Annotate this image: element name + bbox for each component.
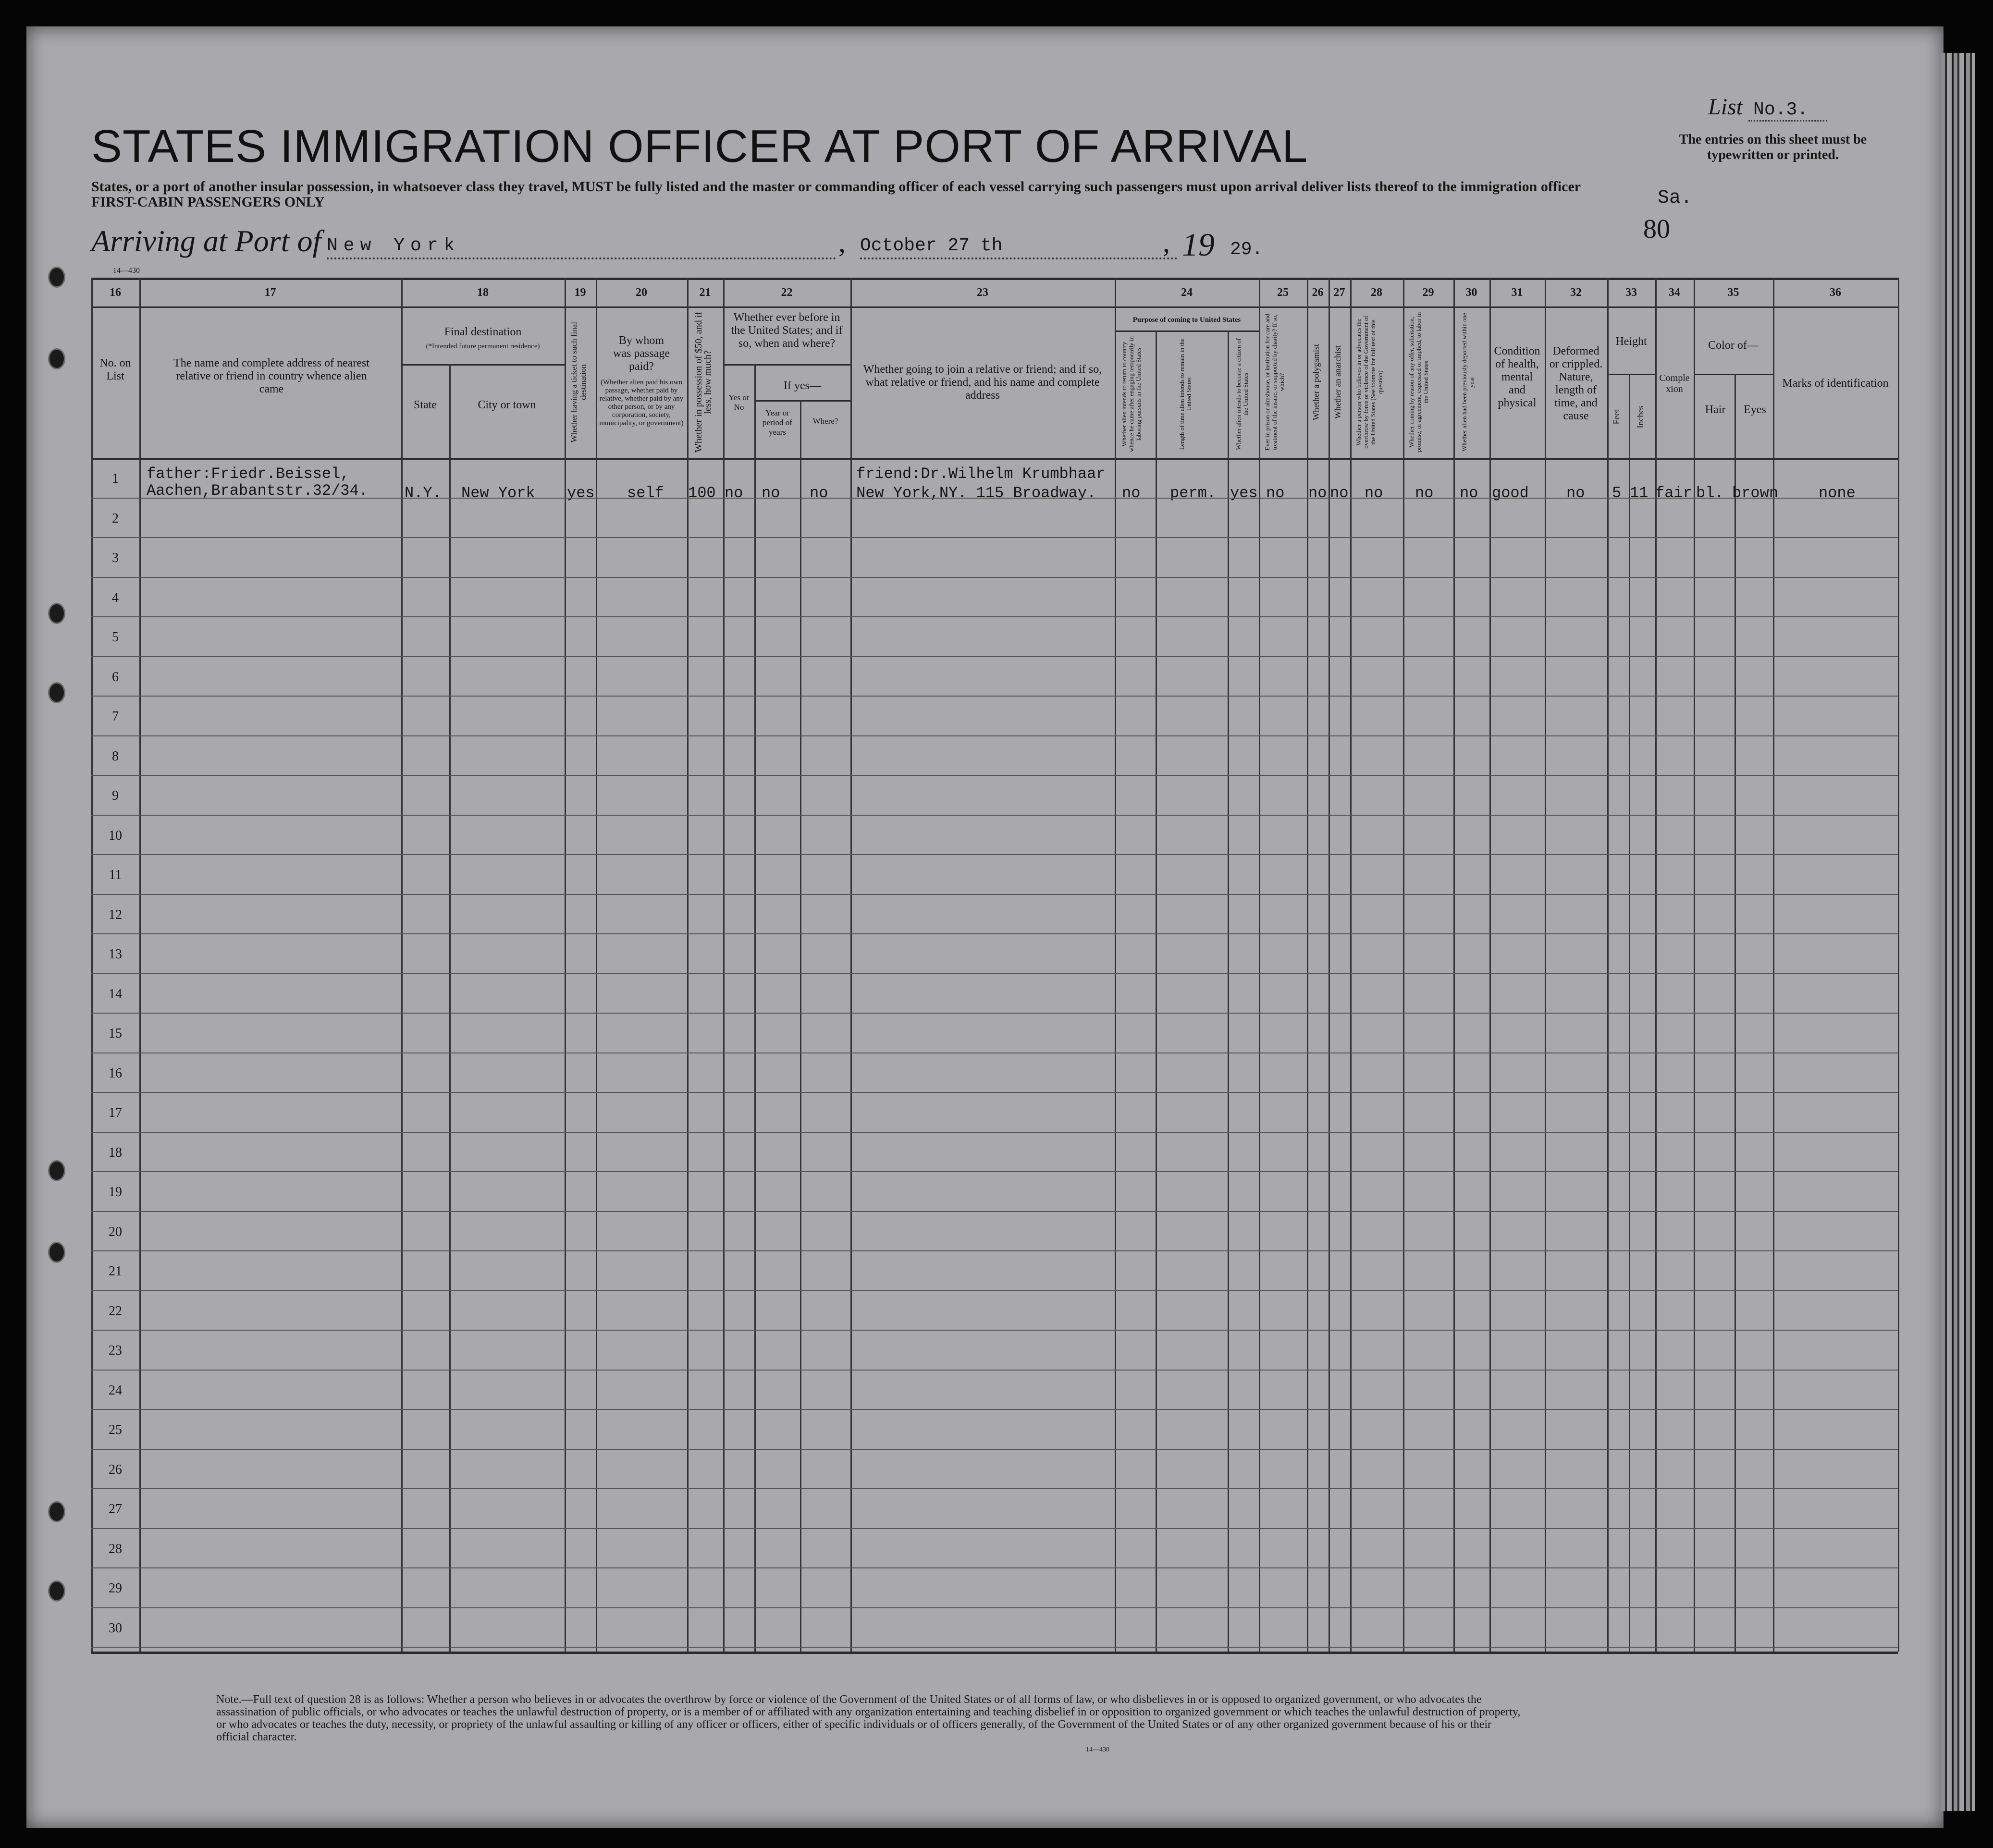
- column-rule: [1453, 278, 1455, 1652]
- column-rule: [596, 278, 597, 1652]
- row-number: 12: [109, 907, 122, 922]
- sheet-number: 80: [1643, 214, 1670, 244]
- row-number: 17: [109, 1105, 122, 1120]
- row-number: 29: [109, 1581, 122, 1596]
- column-number: 27: [1333, 286, 1345, 299]
- deformed-value: no: [1566, 484, 1585, 502]
- column-number: 33: [1625, 286, 1637, 299]
- header-complexion: Complexion: [1659, 373, 1690, 394]
- row-rule: [91, 1409, 1898, 1410]
- comma: ,: [1163, 226, 1170, 258]
- column-rule: [1403, 278, 1404, 1652]
- row-number: 13: [109, 947, 122, 962]
- comma: ,: [838, 226, 846, 258]
- subtitle-line2: FIRST-CABIN PASSENGERS ONLY: [91, 194, 325, 210]
- row-rule: [91, 1013, 1898, 1014]
- feet-value: 5: [1612, 484, 1622, 502]
- column-rule: [1350, 278, 1352, 1652]
- health-value: good: [1492, 484, 1529, 502]
- header-hair: Hair: [1705, 404, 1726, 416]
- typewritten-notice: The entries on this sheet must be typewritten or printed.: [1679, 132, 1867, 162]
- binder-hole: [48, 267, 65, 288]
- header-final-destination: Final destination: [444, 326, 522, 338]
- header-state: State: [414, 399, 437, 411]
- header-paid-by: By whom was passage paid?: [613, 334, 670, 373]
- row-number: 1: [112, 471, 119, 486]
- row-rule: [91, 1488, 1898, 1489]
- date-value: October 27 th: [860, 235, 1177, 259]
- list-number: [1708, 94, 1827, 122]
- page-edges: [1941, 53, 1975, 1811]
- header-offer: Whether coming by reason of any offer, solicitation, promise, or agreement, expressed or implied, to labor in the United States: [1408, 312, 1429, 453]
- header-health: Condition of health, mental and physical: [1494, 345, 1540, 409]
- column-rule: [565, 278, 566, 1652]
- money-value: 100: [688, 484, 716, 502]
- relative-line2: Aachen,Brabantstr.32/34.: [147, 482, 368, 500]
- header-purpose-length: Length of time alien intends to remain in the United States: [1178, 338, 1193, 450]
- row-number: 19: [109, 1185, 122, 1199]
- before-us-value: no: [725, 484, 743, 502]
- row-number: 3: [112, 551, 119, 565]
- header-yes-no: Yes or No: [728, 393, 750, 412]
- year-suffix: 29.: [1230, 239, 1263, 260]
- table-rule: [91, 278, 1898, 280]
- row-number: 5: [112, 630, 119, 645]
- binder-hole: [48, 682, 65, 703]
- column-rule: [754, 364, 756, 1652]
- header-deformed: Deformed or crippled. Nature, length of time, and cause: [1549, 345, 1603, 422]
- row-rule: [91, 577, 1898, 578]
- column-number: 22: [781, 286, 793, 299]
- column-rule: [1773, 278, 1774, 1652]
- row-number: 2: [112, 511, 119, 526]
- header-relative: The name and complete address of nearest relative or friend in country whence alien came: [173, 357, 369, 395]
- table-rule: [723, 364, 850, 366]
- row-number: 22: [109, 1303, 122, 1319]
- row-number: 14: [109, 986, 122, 1002]
- footnote-q28: Note.—Full text of question 28 is as follows: Whether a person who believes in or advocates the overthrow by force or violence of the Government of the United States or of all forms of law, or who disbelieves in or is opposed to organized government, or who advocates the assassination of public officials, or who advocates or teaches the unlawful destruction of property, or is a member of or affiliated with any organization entertaining and teaching disbelief in or opposition to organized government or which teaches the unlawful destruction of property, or who advocates or teaches the duty, necessity, or propriety of the unlawful assaulting or killing of any officer or officers, either of specific individuals or of officers generally, of the Government of the United States or of any other organized government because of his or their official character.: [216, 1693, 1521, 1743]
- row-rule: [91, 973, 1898, 974]
- row-rule: [91, 537, 1898, 538]
- binder-hole: [48, 1501, 65, 1522]
- column-rule: [800, 400, 801, 1652]
- ticket-value: yes: [567, 484, 595, 502]
- footnote-form-code: 14—430: [1086, 1746, 1109, 1753]
- row-rule: [91, 1132, 1898, 1133]
- table-rule: [91, 458, 1898, 460]
- list-label: List: [1708, 94, 1743, 120]
- row-rule: [91, 1171, 1898, 1172]
- row-number: 10: [109, 828, 122, 843]
- column-rule: [401, 278, 403, 1652]
- binder-hole: [48, 348, 65, 369]
- header-no-on-list: No. on List: [99, 357, 131, 382]
- year-prefix: 19: [1182, 226, 1215, 263]
- header-if-yes: If yes—: [784, 379, 821, 392]
- column-rule: [1259, 278, 1260, 1652]
- row-rule: [91, 894, 1898, 895]
- column-rule: [449, 364, 451, 1652]
- table-rule: [1694, 374, 1773, 375]
- column-rule: [723, 278, 725, 1652]
- header-ticket: Whether having a ticket to such final destination: [569, 321, 588, 443]
- row-number: 20: [109, 1224, 122, 1239]
- row-rule: [91, 735, 1898, 736]
- table-rule: [1607, 374, 1655, 375]
- column-rule: [1228, 330, 1229, 1652]
- column-number: 35: [1727, 286, 1739, 299]
- column-number: 26: [1312, 286, 1324, 299]
- polygamist-value: no: [1308, 484, 1327, 502]
- header-purpose: Purpose of coming to United States: [1132, 316, 1241, 324]
- row-rule: [91, 1330, 1898, 1331]
- column-rule: [1694, 278, 1695, 1652]
- row-number: 15: [109, 1026, 122, 1041]
- column-number: 25: [1277, 286, 1289, 299]
- column-rule: [1329, 278, 1330, 1652]
- row-number: 25: [109, 1422, 122, 1437]
- eyes-value: brown: [1732, 484, 1779, 502]
- column-rule: [687, 278, 689, 1652]
- column-rule: [1156, 330, 1157, 1652]
- anarchist-value: no: [1330, 484, 1349, 502]
- column-number: 32: [1570, 286, 1582, 299]
- row-number: 7: [112, 709, 119, 724]
- row-rule: [91, 1607, 1898, 1608]
- join-line1: friend:Dr.Wilhelm Krumbhaar: [856, 465, 1106, 483]
- column-rule: [1489, 278, 1491, 1652]
- row-rule: [91, 1092, 1898, 1093]
- column-rule: [1607, 278, 1609, 1652]
- offer-value: no: [1415, 484, 1434, 502]
- header-years: Year or period of years: [763, 408, 792, 437]
- column-rule: [850, 278, 852, 1652]
- header-color: Color of—: [1708, 339, 1759, 352]
- binder-hole: [48, 1160, 65, 1181]
- subtitle-line1: States, or a port of another insular possession, in whatsoever class they travel, MUST be fully listed and the master or commanding officer of each vessel carrying such passengers must upon arrival deliver lists thereof to the immigration officer: [91, 179, 1581, 195]
- row-rule: [91, 498, 1898, 499]
- return-intent-value: no: [1122, 484, 1141, 502]
- binder-hole: [48, 1580, 65, 1602]
- row-rule: [91, 933, 1898, 934]
- port-value: New York: [327, 235, 836, 259]
- header-destination-note: (*Intended future permanent residence): [426, 343, 540, 350]
- sa-mark: Sa.: [1658, 187, 1693, 209]
- form-code: 14—430: [113, 267, 140, 275]
- state-value: N.Y.: [405, 484, 442, 502]
- row-rule: [91, 1449, 1898, 1450]
- column-rule: [1898, 278, 1899, 1652]
- header-height: Height: [1615, 335, 1647, 348]
- row-rule: [91, 775, 1898, 776]
- column-rule: [139, 278, 141, 1652]
- hair-value: bl.: [1696, 484, 1724, 502]
- binder-hole: [48, 1242, 65, 1263]
- where-value: no: [810, 484, 828, 502]
- header-inches: Inches: [1636, 405, 1645, 428]
- column-number: 17: [264, 286, 276, 299]
- header-paid-by-note: (Whether alien paid his own passage, whether paid by relative, whether paid by any other person, or by any corporation, society, municipality, or government): [599, 379, 684, 427]
- relative-line1: father:Friedr.Beissel,: [147, 465, 350, 483]
- row-number: 9: [112, 788, 119, 803]
- header-money: Whether in possession of $50, and if less, how much?: [693, 312, 713, 453]
- header-city: City or town: [478, 399, 536, 411]
- column-number: 30: [1465, 286, 1477, 299]
- row-rule: [91, 616, 1898, 617]
- row-rule: [91, 1528, 1898, 1529]
- header-where: Where?: [812, 416, 838, 426]
- row-rule: [91, 1250, 1898, 1251]
- column-number: 23: [977, 286, 988, 299]
- header-deported: Whether alien had been previously deported within one year: [1461, 313, 1475, 452]
- complexion-value: fair: [1655, 484, 1692, 502]
- header-q28: Whether a person who believes in or advocates the overthrow by force or violence of the Government of the United States (See footnote for full text of this question): [1355, 316, 1384, 449]
- years-value: no: [762, 484, 780, 502]
- paid-by-value: self: [627, 484, 664, 502]
- header-anarchist: Whether an anarchist: [1333, 345, 1342, 419]
- row-number: 24: [109, 1383, 122, 1398]
- column-number: 28: [1371, 286, 1382, 299]
- table-rule: [754, 400, 850, 402]
- row-number: 23: [109, 1343, 122, 1358]
- list-number-value: No.3.: [1748, 99, 1827, 122]
- column-number: 18: [477, 286, 489, 299]
- header-join-relative: Whether going to join a relative or friend; and if so, what relative or friend, and his name and complete address: [863, 363, 1102, 402]
- column-number: 34: [1669, 286, 1680, 299]
- row-rule: [91, 1647, 1898, 1648]
- column-rule: [1545, 278, 1546, 1652]
- page-title: STATES IMMIGRATION OFFICER AT PORT OF ARRIVAL: [91, 121, 1308, 172]
- header-before-in-us: Whether ever before in the United States; and if so, when and where?: [731, 311, 843, 350]
- row-number: 30: [109, 1620, 122, 1636]
- table-rule: [1115, 330, 1259, 332]
- row-number: 18: [109, 1145, 122, 1160]
- header-eyes: Eyes: [1744, 404, 1766, 416]
- row-number: 8: [112, 748, 119, 764]
- column-number: 19: [574, 286, 586, 299]
- header-marks: Marks of identification: [1782, 377, 1889, 390]
- column-number: 36: [1830, 286, 1841, 299]
- row-rule: [91, 1290, 1898, 1291]
- citizen-value: yes: [1230, 484, 1258, 502]
- row-rule: [91, 696, 1898, 697]
- column-rule: [1115, 278, 1116, 1652]
- length-stay-value: perm.: [1170, 484, 1217, 502]
- column-number: 31: [1511, 286, 1523, 299]
- table-bottom-rule: [91, 1652, 1898, 1654]
- row-number: 27: [109, 1502, 122, 1517]
- column-number: 20: [636, 286, 647, 299]
- column-number: 24: [1181, 286, 1193, 299]
- table-rule: [91, 306, 1898, 308]
- header-purpose-citizen: Whether alien intends to become a citizen of the United States: [1235, 338, 1249, 450]
- marks-value: none: [1819, 484, 1856, 502]
- header-prison: Ever in prison or almshouse, or institution for care and treatment of the insane, or supported by charity? If so, which?: [1264, 314, 1285, 451]
- column-rule: [1307, 278, 1308, 1652]
- deported-value: no: [1460, 484, 1478, 502]
- row-number: 6: [112, 669, 119, 685]
- row-rule: [91, 1211, 1898, 1212]
- manifest-table: [91, 278, 1898, 1652]
- header-polygamist: Whether a polygamist: [1311, 344, 1321, 420]
- prison-value: no: [1266, 484, 1285, 502]
- row-rule: [91, 1567, 1898, 1568]
- city-value: New York: [461, 484, 535, 502]
- q28-value: no: [1365, 484, 1383, 502]
- row-rule: [91, 1370, 1898, 1371]
- header-feet: Feet: [1612, 409, 1621, 425]
- column-rule: [1655, 278, 1657, 1652]
- join-line2: New York,NY. 115 Broadway.: [856, 484, 1096, 502]
- binder-hole: [48, 603, 65, 624]
- row-rule: [91, 815, 1898, 816]
- row-number: 11: [109, 868, 122, 882]
- row-number: 26: [109, 1462, 122, 1477]
- column-number: 21: [699, 286, 711, 299]
- header-purpose-return: Whether alien intends to return to country whence he came after engaging temporarily in laboring pursuits in the United States: [1120, 336, 1142, 453]
- row-rule: [91, 656, 1898, 657]
- arriving-label: Arriving at Port of: [91, 224, 321, 258]
- row-number: 28: [109, 1541, 122, 1556]
- table-rule: [401, 364, 565, 366]
- inches-value: 11: [1630, 484, 1649, 502]
- column-number: 16: [110, 286, 121, 299]
- row-number: 21: [109, 1264, 122, 1279]
- row-number: 16: [109, 1065, 122, 1081]
- column-number: 29: [1422, 286, 1434, 299]
- row-rule: [91, 854, 1898, 855]
- row-number: 4: [112, 590, 119, 605]
